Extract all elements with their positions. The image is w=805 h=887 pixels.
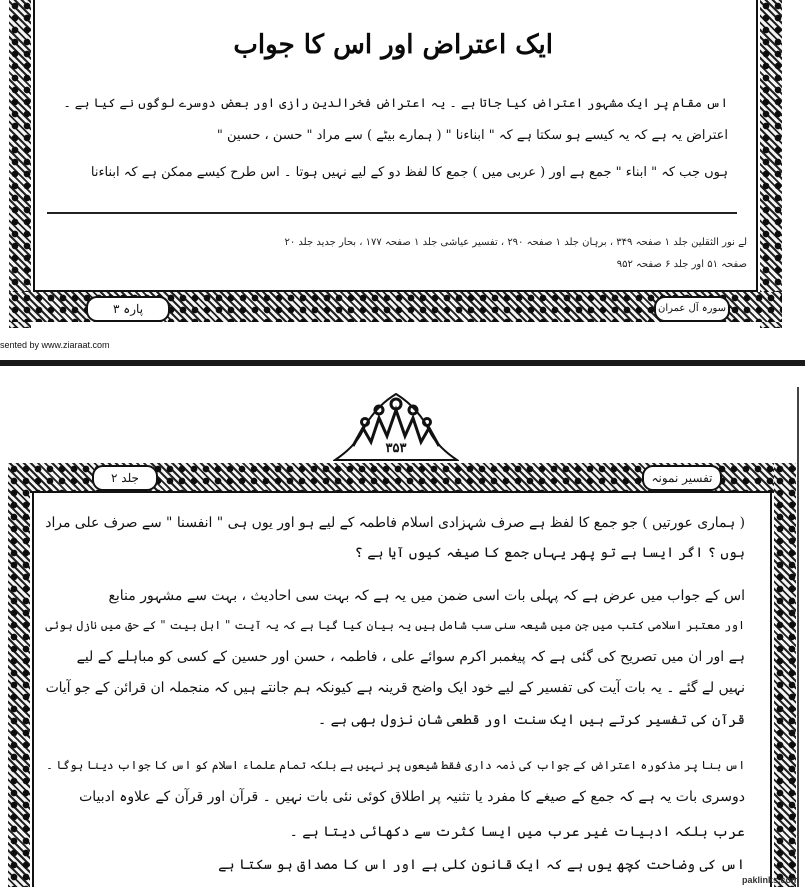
inner-rule-right: [770, 491, 772, 887]
volume-cartouche: جلد ۲: [92, 465, 158, 491]
inner-rule-bottom: [33, 290, 758, 292]
text-line: اور معتبر اسلامی کتب میں جن میں شیعہ سنی سب شامل ہیں یہ بیان کیا گیا ہے کہ یہ آیت " اہل بیت " کے حق میں نازل ہوئی: [45, 618, 745, 632]
section-title: ایک اعتراض اور اس کا جواب: [233, 30, 553, 60]
border-left-bottom: [8, 463, 30, 887]
scan-edge: [797, 387, 799, 887]
border-right-top: [760, 0, 782, 328]
text-line: ہوں ؟ اگر ایسا ہے تو پھر یہاں جمع کا صیغہ کیوں آیا ہے ؟: [354, 545, 745, 561]
text-line: ہوں جب کہ " ابناء " جمع ہے اور ( عربی میں ) جمع کا لفظ دو کے لیے نہیں ہوتا ۔ اس طرح کیسے ممکن ہے کہ ابناءنا: [90, 165, 728, 180]
text-line: نہیں لے گئے ۔ یہ بات آیت کی تفسیر کے لیے خود ایک واضح قرینہ ہے کیونکہ ہم جانتے ہیں کہ منجملہ ان قرائن کے جو آیات: [45, 680, 745, 696]
page-separator: [0, 360, 805, 366]
text-line: اس کے جواب میں عرض ہے کہ پہلی بات اسی ضمن میں یہ ہے کہ بہت سی احادیث ، بہت سے مشہور منابع: [108, 588, 745, 604]
text-line: ( ہماری عورتیں ) جو جمع کا لفظ ہے صرف شہزادی اسلام فاطمہ کے لیے ہو اور یوں ہی " انفسنا " سے صرف علی مراد: [45, 515, 745, 531]
inner-rule-left: [33, 0, 35, 292]
page-top: [0, 0, 805, 352]
para-cartouche: پارہ ۳: [86, 296, 170, 322]
inner-rule-left: [32, 491, 34, 887]
text-line: اس بنا پر مذکورہ اعتراض کے جواب کی ذمہ داری فقط شیعوں پر نہیں ہے بلکہ تمام علماء اسلام کو اس کا جواب دینا ہوگا ۔: [46, 758, 745, 772]
text-line: اس مقام پر ایک مشہور اعتراض کیا جاتا ہے ۔ یہ اعتراض فخرالدین رازی اور بعض دوسرے لوگوں نے کیا ہے ۔: [63, 95, 728, 110]
inner-rule-top: [30, 491, 774, 493]
text-line: دوسری بات یہ ہے کہ جمع کے صیغے کا مفرد یا تثنیہ پر اطلاق کوئی نئی بات نہیں ۔ قرآن اور قرآن کے علاوہ ادبیات: [79, 789, 745, 805]
border-right-bottom: [774, 463, 796, 887]
footnote-line: لے نور الثقلین جلد ۱ صفحہ ۳۴۹ ، برہان جلد ۱ صفحہ ۲۹۰ ، تفسیر عیاشی جلد ۱ صفحہ ۱۷۷ ، بحار جدید جلد ۲۰: [284, 237, 747, 248]
text-line: اعتراض یہ ہے کہ یہ کیسے ہو سکتا ہے کہ " ابناءنا " ( ہمارے بیٹے ) سے مراد " حسن ، حسین ": [216, 128, 728, 143]
credit-text: paklinks.com: [741, 875, 799, 885]
footnote-line: صفحہ ۵۱ اور جلد ۶ صفحہ ۹۵۲: [616, 259, 747, 270]
text-line: ہے اور ان میں تصریح کی گئی ہے کہ پیغمبر اکرم سوائے علی ، فاطمہ ، حسن اور حسین کے کسی کو مباہلے کے لیے: [76, 649, 745, 665]
book-cartouche: تفسیر نمونہ: [642, 465, 722, 491]
page-number: ۳۵۳: [385, 441, 407, 456]
text-line: عرب بلکہ ادبیات غیر عرب میں ایسا کثرت سے دکھائی دیتا ہے ۔: [289, 824, 745, 840]
border-left-top: [9, 0, 31, 328]
text-line: اس کی وضاحت کچھ یوں ہے کہ ایک قانون کلی ہے اور اس کا مصداق ہو سکتا ہے: [218, 857, 745, 873]
text-line: قرآن کی تفسیر کرتے ہیں ایک سنت اور قطعی شان نزول بھی ہے ۔: [318, 712, 745, 728]
inner-rule-right: [756, 0, 758, 292]
credit-text: sented by www.ziaraat.com: [0, 340, 110, 350]
footnote-divider: [47, 212, 737, 214]
surah-cartouche: سورہ آل عمران: [654, 296, 730, 322]
